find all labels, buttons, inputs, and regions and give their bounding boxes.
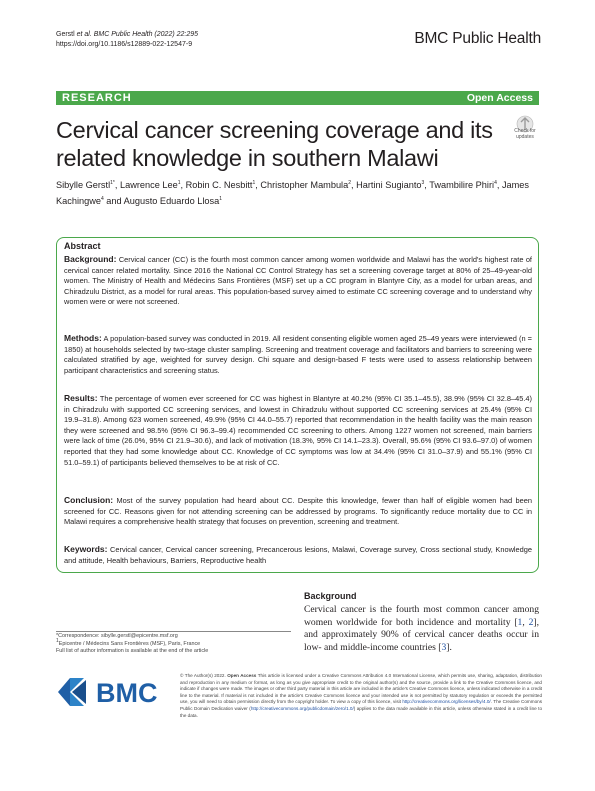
license-text: © The Author(s) 2022. Open Access This article is licensed under a Creative Commons Attribution 4.0 International License, which permits use, sharing, adaptation, distribution and reproduction in any medium or format, as long as you give appropriate credit to the original author(s) and the source, provide a link to the Creative Commons licence, and indicate if changes were made. The images or other third party material in this article are included in the article's Creative Commons licence, unless indicated otherwise in a credit line to the material. If material is not included in the article's Creative Commons licence and your intended use is not permitted by statutory regulation or exceeds the permitted use, you will need to obtain permission directly from the copyright holder. To view a copy of this licence, visit http://creativecommons.org/licenses/by/4.0/. The Creative Commons Public Domain Dedication waiver (http://creativecommons.org/publicdomain/zero/1.0/) applies to the data made available in this article, unless otherwise stated in a credit line to the data. xyxy=(180,673,542,718)
article-title: Cervical cancer screening coverage and its related knowledge in southern Malawi xyxy=(56,117,493,171)
author-name[interactable]: Twambilire Phiri xyxy=(429,180,495,190)
author-name[interactable]: Augusto Eduardo Llosa xyxy=(123,195,220,206)
license-link[interactable]: http://creativecommons.org/licenses/by/4.0/ xyxy=(402,699,491,705)
author-name[interactable]: Hartini Sugianto xyxy=(356,180,422,190)
citation-link[interactable]: 3 xyxy=(441,641,447,653)
author-name[interactable]: Lawrence Lee xyxy=(119,180,178,190)
abstract-conclusion-text: Most of the survey population had heard about CC. Despite this knowledge, fewer than half of eligible women had been screened for CC. Reasons given for not attending screening can be addressed by programs. To significantly reduce mortality due to CC in Malawi requires a comprehensive health strategy that focuses on prevention, screening and treatment. xyxy=(64,496,532,527)
check-for-updates-label: Check for updates xyxy=(514,128,536,140)
abstract-results-label: Results: xyxy=(64,393,98,403)
citation-author: Gerstl xyxy=(56,31,77,38)
abstract-conclusion-label: Conclusion: xyxy=(64,495,114,505)
affiliation-note: $^1$Epicentre / Médecins Sans Frontières (MSF), Paris, France xyxy=(56,637,201,647)
abstract-keywords-label: Keywords: xyxy=(64,544,108,554)
public-domain-link[interactable]: http://creativecommons.org/publicdomain/zero/1.0/ xyxy=(250,705,354,711)
citation-header xyxy=(56,30,198,49)
abstract-results-text: The percentage of women ever screened for CC was highest in Blantyre at 40.2% (95% CI 35.1–45.5), 38.9% (95% CI 32.8–45.4) in Chiradzulu with supported CC screening services, and lowest in Chiradzulu without supported CC screening services at 25.4% (95% CI 19.9–31.8). Among 623 women screened, 49.9% (95% CI 44.0–55.7) reported that recommendation in the health facility was the main reason they were screened and 98.5% (95% CI 96.3–99.4) recommended CC screening to others. Among 1227 women not screened, main barriers were lack of time (26.0%, 95% CI 21.9–30.6), and lack of motivation (18.3%, 95% CI 14.1–23.3). Overall, 95.6% (95% CI 93.6–97.0) of women reported that they had some knowledge about CC. Knowledge of CC symptoms was low at 34.4% (95% CI 31.0–37.9) and 55.1% (95% CI 51.0–59.1) of participants believed themselves to be at risk of CC. xyxy=(64,394,532,467)
author-name[interactable]: Sibylle Gerstl xyxy=(56,180,111,190)
abstract-title: Abstract xyxy=(64,241,101,251)
section-label: RESEARCH xyxy=(62,92,132,104)
author-info-note: Full list of author information is available at the end of the article xyxy=(56,648,209,655)
abstract-conclusion xyxy=(64,495,532,528)
background-paragraph: Cervical cancer is the fourth most common cancer among women worldwide for both incidence and mortality [1, 2], and approximately 90% of cervical cancer deaths occur in low- and middle-income countries [3]. xyxy=(304,604,539,653)
bmc-logo-text: BMC xyxy=(96,678,158,708)
citation-link[interactable]: 1 xyxy=(517,616,523,628)
author-list: Sibylle Gerstl$^{1*}$, Lawrence Lee$^1$, Robin C. Nesbitt$^1$, Christopher Mambula$^2$, Hartini Sugianto$^3$, Twambilire Phiri$^4$, James Kachingwe$^4$ and Augusto Eduardo Llosa$^1$ xyxy=(56,179,530,206)
abstract-methods-text: A population-based survey was conducted in 2019. All resident consenting eligible women aged 25–49 years were interviewed (n = 1850) at households selected by two-stage cluster sampling. Screening and treatment coverage and facilitators and barriers to screening were calculated stratified by age, weighted for survey design. Chi square and design-based F tests were used to assess relationship between participant characteristics and screening status. xyxy=(64,334,532,375)
author-name[interactable]: Robin C. Nesbitt xyxy=(185,180,253,190)
abstract-methods xyxy=(64,333,532,376)
footnotes xyxy=(56,633,296,656)
abstract-background-text: Cervical cancer (CC) is the fourth most common cancer among women worldwide and Malawi has the world's highest rate of cervical cancer related mortality. Since 2016 the National CC Control Strategy has set a screening coverage target at 80% of 25–49-year-old women. The Ministry of Health and Médecins Sans Frontières (MSF) set up a CC program in Blantyre City, as a model for urban areas, and Chiradzulu District, as a model for rural areas. This population-based survey aimed to estimate CC screening coverage and to understand why women were or were not screened. xyxy=(64,255,532,307)
citation-journal-year: et al. BMC Public Health (2022) 22:295 xyxy=(76,31,199,38)
author-name[interactable]: Christopher Mambula xyxy=(260,180,349,190)
journal-name: BMC Public Health xyxy=(414,30,541,47)
abstract-results xyxy=(64,393,532,468)
author-name[interactable]: James Kachingwe xyxy=(56,180,530,206)
correspondence-note: *Correspondence: sibylle.gerstl@epicentre.msf.org xyxy=(56,633,178,639)
citation-link[interactable]: 2 xyxy=(528,616,534,628)
abstract-methods-label: Methods: xyxy=(64,333,102,343)
background-heading: Background xyxy=(304,591,357,601)
bmc-logo-icon xyxy=(56,672,176,712)
doi-link[interactable]: https://doi.org/10.1186/s12889-022-12547-9 xyxy=(56,40,193,48)
footnote-divider xyxy=(56,631,291,632)
abstract-background-label: Background: xyxy=(64,254,117,264)
open-access-label: Open Access xyxy=(466,92,533,104)
abstract-keywords xyxy=(64,544,532,566)
abstract-keywords-text: Cervical cancer, Cervical cancer screening, Precancerous lesions, Malawi, Coverage survey, Cross sectional study, Knowledge and attitude, Health behaviours, Barriers, Reproductive health xyxy=(64,545,532,565)
abstract-background xyxy=(64,254,532,308)
